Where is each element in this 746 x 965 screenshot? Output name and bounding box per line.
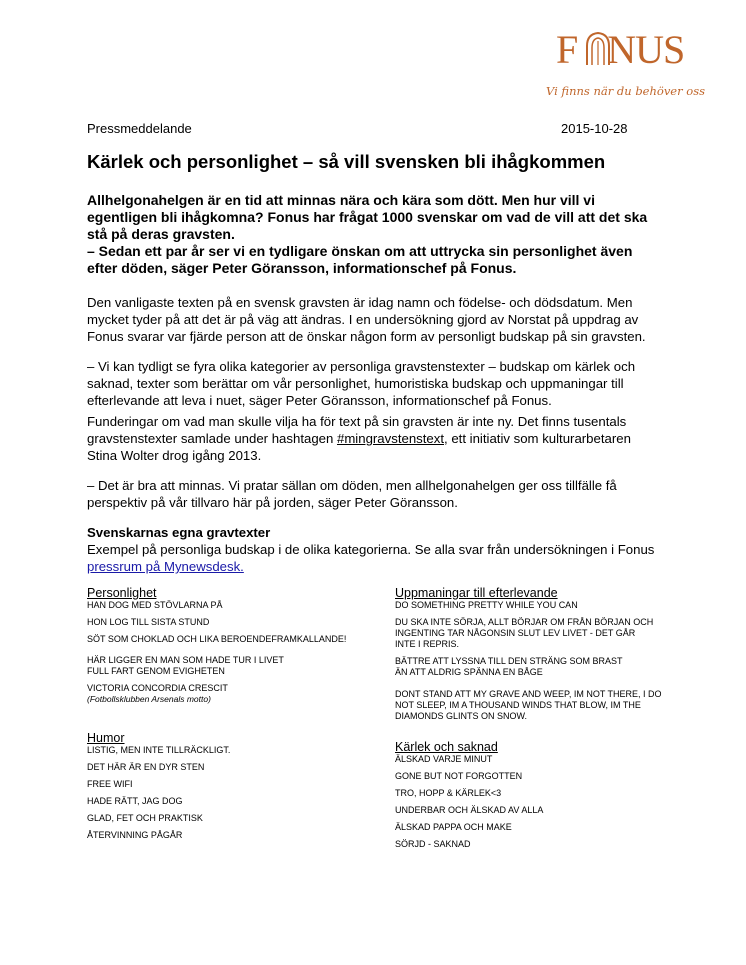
fonus-logo bbox=[530, 28, 720, 108]
logo-wordmark: F NUS bbox=[556, 27, 685, 72]
list-item: ÅTERVINNING PÅGÅR bbox=[87, 830, 183, 840]
list-item: DO SOMETHING PRETTY WHILE YOU CAN bbox=[395, 600, 578, 610]
examples-intro-text: Exempel på personliga budskap i de olika kategorierna. Se alla svar från undersökningen i Fonus bbox=[87, 542, 655, 557]
body-paragraph-3 bbox=[87, 413, 662, 464]
list-item: GONE BUT NOT FORGOTTEN bbox=[395, 771, 523, 781]
doc-date: 2015-10-28 bbox=[561, 121, 628, 136]
category-items bbox=[87, 600, 367, 705]
body-paragraph-3-start: Funderingar om vad man skulle vilja ha för text på sin gravsten är inte ny. Det finns tusentals gravstenstexter samlade under hashtagen bbox=[87, 414, 627, 446]
category-uppmaningar bbox=[395, 586, 665, 722]
list-item: FREE WIFI bbox=[87, 779, 133, 789]
logo-tagline: Vi finns när du behöver oss bbox=[546, 84, 705, 98]
list-item: VICTORIA CONCORDIA CRESCIT bbox=[87, 683, 228, 693]
list-item: ÄLSKAD VARJE MINUT bbox=[395, 754, 493, 764]
category-humor bbox=[87, 731, 367, 841]
pressroom-link[interactable]: pressrum på Mynewsdesk. bbox=[87, 559, 244, 574]
category-personlighet bbox=[87, 586, 367, 705]
lead-paragraph bbox=[87, 192, 662, 277]
list-item: SÖRJD - SAKNAD bbox=[395, 839, 471, 849]
category-title: Humor bbox=[87, 731, 125, 745]
item-note: (Fotbollsklubben Arsenals motto) bbox=[87, 694, 211, 704]
list-item: HAN DOG MED STÖVLARNA PÅ bbox=[87, 600, 223, 610]
list-item: TRO, HOPP & KÄRLEK<3 bbox=[395, 788, 502, 798]
category-items bbox=[395, 600, 665, 722]
list-item: GLAD, FET OCH PRAKTISK bbox=[87, 813, 203, 823]
category-karlek bbox=[395, 740, 675, 850]
examples-heading: Svenskarnas egna gravtexter bbox=[87, 525, 271, 540]
lead-text-1: Allhelgonahelgen är en tid att minnas nära och kära som dött. Men hur vill vi egentligen bli ihågkomna? Fonus har frågat 1000 svenskar om vad de vill att det ska stå på deras gravsten. bbox=[87, 192, 648, 242]
hashtag-link[interactable]: #mingravstenstext bbox=[336, 431, 444, 446]
body-paragraph-4: – Det är bra att minnas. Vi pratar sällan om döden, men allhelgonahelgen ger oss tillfälle få perspektiv på vår tillvaro här på jorden, säger Peter Göransson. bbox=[87, 478, 617, 510]
list-item: HON LOG TILL SISTA STUND bbox=[87, 617, 210, 627]
body-paragraph-3-end: , ett initiativ som kulturarbetaren Stina Wolter drog igång 2013. bbox=[87, 431, 631, 463]
doc-type: Pressmeddelande bbox=[87, 121, 192, 136]
page-title: Kärlek och personlighet – så vill svensken bli ihågkommen bbox=[87, 151, 606, 172]
list-item: HÄR LIGGER EN MAN SOM HADE TUR I LIVET FULL FART GENOM EVIGHETEN bbox=[87, 655, 284, 676]
list-item: DONT STAND ATT MY GRAVE AND WEEP, IM NOT THERE, I DO NOT SLEEP, IM A THOUSAND WINDS THAT BLOW, IM THE DIAMONDS GLINTS ON SNOW. bbox=[395, 689, 662, 721]
category-title: Kärlek och saknad bbox=[395, 740, 498, 754]
list-item: SÖT SOM CHOKLAD OCH LIKA BEROENDEFRAMKALLANDE! bbox=[87, 634, 347, 644]
list-item: UNDERBAR OCH ÄLSKAD AV ALLA bbox=[395, 805, 544, 815]
examples-intro bbox=[87, 541, 662, 575]
category-items bbox=[87, 745, 367, 841]
list-item: HADE RÄTT, JAG DOG bbox=[87, 796, 183, 806]
list-item: BÄTTRE ATT LYSSNA TILL DEN STRÄNG SOM BRAST ÄN ATT ALDRIG SPÄNNA EN BÅGE bbox=[395, 656, 623, 677]
category-title: Personlighet bbox=[87, 586, 157, 600]
list-item: DET HÄR ÄR EN DYR STEN bbox=[87, 762, 205, 772]
body-paragraph-2: – Vi kan tydligt se fyra olika kategorier av personliga gravstenstexter – budskap om kärlek och saknad, texter som berättar om vår personlighet, humoristiska budskap och uppmaningar till efterlevande att leva i nuet, säger Peter Göransson, informationschef på Fonus. bbox=[87, 359, 636, 408]
list-item: DU SKA INTE SÖRJA, ALLT BÖRJAR OM FRÅN BÖRJAN OCH INGENTING TAR NÅGONSIN SLUT LEV LIVET - DET GÅR INTE I REPRIS. bbox=[395, 617, 654, 649]
category-title: Uppmaningar till efterlevande bbox=[395, 586, 558, 600]
lead-text-2: – Sedan ett par år ser vi en tydligare önskan om att uttrycka sin personlighet även efter döden, säger Peter Göransson, informationschef på Fonus. bbox=[87, 243, 633, 276]
body-paragraph-1: Den vanligaste texten på en svensk gravsten är idag namn och födelse- och dödsdatum. Men mycket tyder på att det är på väg att ändras. I en undersökning gjord av Norstat på uppdrag av Fonus svarar var fjärde person att de önskar någon form av personligt budskap på sin gravsten. bbox=[87, 295, 646, 344]
category-items bbox=[395, 754, 675, 850]
list-item: ÄLSKAD PAPPA OCH MAKE bbox=[395, 822, 512, 832]
logo-wordmark-rest: NUS bbox=[607, 27, 685, 72]
list-item: LISTIG, MEN INTE TILLRÄCKLIGT. bbox=[87, 745, 231, 755]
